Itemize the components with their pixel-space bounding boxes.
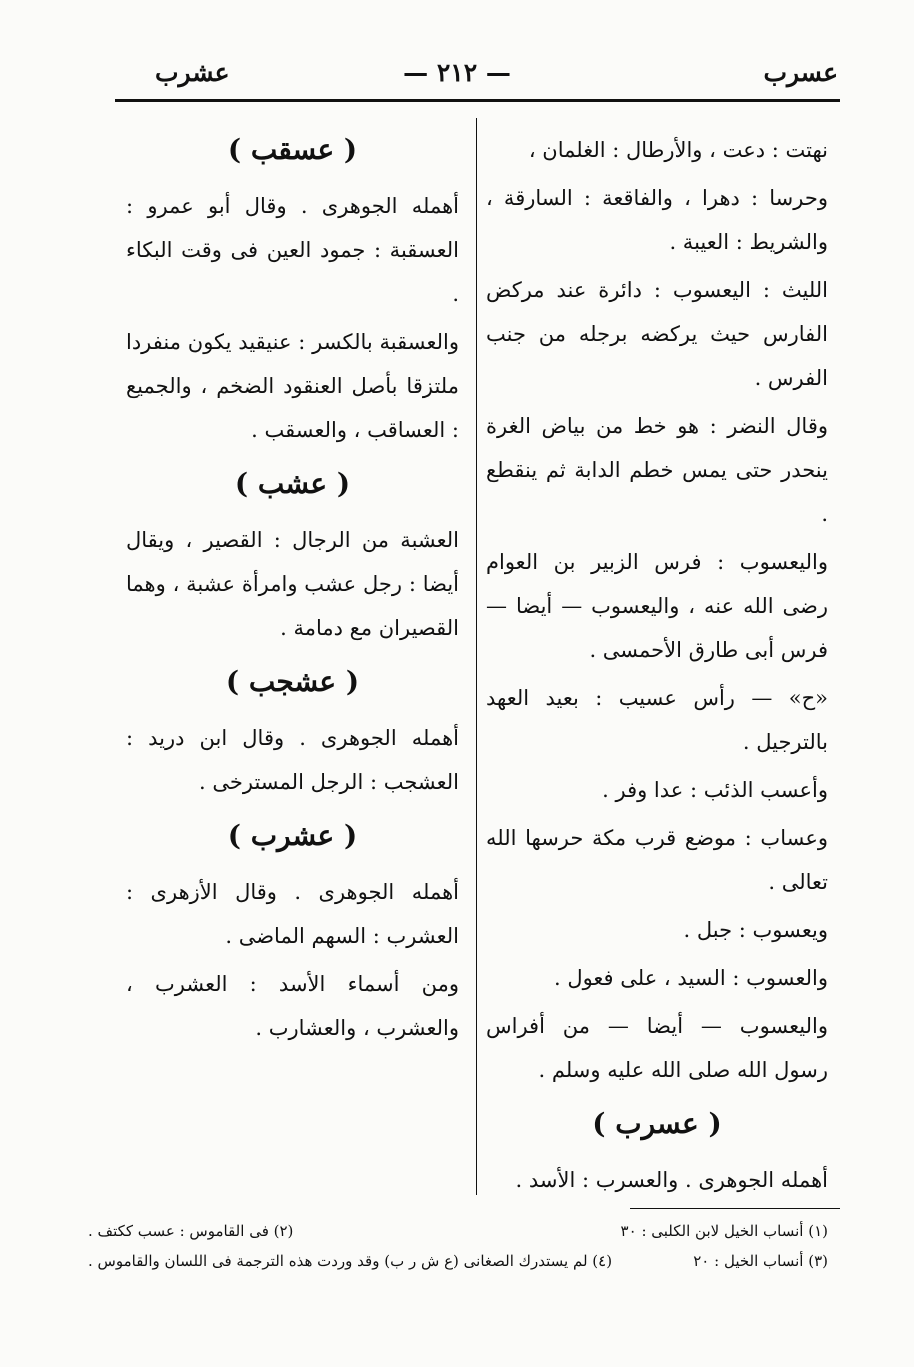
footnote-1: (١) أنساب الخيل لابن الكلبى : ٣٠ bbox=[620, 1222, 828, 1240]
paragraph: وأعسب الذئب : عدا وفر . bbox=[602, 778, 828, 802]
paragraph: العشبة من الرجال : القصير ، ويقال أيضا : رجل عشب وامرأة عشبة ، وهما القصيران مع دمامة . bbox=[126, 528, 459, 640]
header-left-word: عشرب bbox=[155, 58, 230, 87]
footnote-rule bbox=[630, 1208, 840, 1209]
footnote-4: (٤) لم يستدرك الصغانى (ع ش ر ب) وقد وردت هذه الترجمة فى اللسان والقاموس . bbox=[88, 1252, 613, 1270]
footnote-2: (٢) فى القاموس : عسب ككتف . bbox=[88, 1222, 294, 1240]
column-divider bbox=[476, 118, 477, 1195]
paragraph: نهتت : دعت ، والأرطال : الغلمان ، bbox=[528, 138, 828, 162]
paragraph: أهمله الجوهرى . وقال الأزهرى : العشرب : السهم الماضى . bbox=[126, 880, 459, 948]
entry-title: ( عشجب ) bbox=[225, 665, 360, 698]
paragraph: أهمله الجوهرى . وقال ابن دريد : العشجب : الرجل المسترخى . bbox=[126, 726, 459, 794]
paragraph: الليث : اليعسوب : دائرة عند مركض الفارس حيث يركضه برجله من جنب الفرس . bbox=[486, 278, 828, 390]
paragraph: «ح» — رأس عسيب : بعيد العهد بالترجيل . bbox=[486, 686, 828, 754]
entry-title: ( عشب ) bbox=[234, 467, 351, 500]
header-rule bbox=[115, 99, 840, 102]
paragraph: وعساب : موضع قرب مكة حرسها الله تعالى . bbox=[486, 826, 828, 894]
paragraph: والعسقبة بالكسر : عنيقيد يكون منفردا ملتزقا بأصل العنقود الضخم ، والجميع : العساقب ، والعسقب . bbox=[126, 330, 459, 442]
header-right-word: عسرب bbox=[763, 58, 838, 87]
paragraph: أهمله الجوهرى . وقال أبو عمرو : العسقبة : جمود العين فى وقت البكاء . bbox=[126, 194, 459, 306]
paragraph: واليعسوب : فرس الزبير بن العوام رضى الله عنه ، واليعسوب — أيضا — فرس أبى طارق الأحمسى . bbox=[486, 550, 828, 662]
paragraph: ومن أسماء الأسد : العشرب ، والعشرب ، والعشارب . bbox=[126, 972, 459, 1040]
footnote-3: (٣) أنساب الخيل : ٢٠ bbox=[693, 1252, 828, 1270]
footnote-line bbox=[88, 1248, 828, 1274]
paragraph: والعسوب : السيد ، على فعول . bbox=[553, 966, 828, 990]
page-number: — ٢١٢ — bbox=[403, 58, 511, 87]
paragraph: واليعسوب — أيضا — من أفراس رسول الله صلى الله عليه وسلم . bbox=[486, 1014, 828, 1082]
footnote-line bbox=[88, 1218, 828, 1244]
entry-title: ( عشرب ) bbox=[227, 819, 358, 852]
entry-title: ( عسقب ) bbox=[227, 133, 358, 166]
paragraph: ويعسوب : جبل . bbox=[683, 918, 828, 942]
entry-title: ( عسرب ) bbox=[592, 1107, 722, 1140]
paragraph: وحرسا : دهرا ، والفاقعة : السارقة ، والشريط : العيبة . bbox=[486, 186, 828, 254]
paragraph: أهمله الجوهرى . والعسرب : الأسد . bbox=[515, 1168, 828, 1192]
paragraph: وقال النضر : هو خط من بياض الغرة ينحدر حتى يمس خطم الدابة ثم ينقطع . bbox=[486, 414, 828, 526]
left-column bbox=[126, 128, 459, 1054]
right-column bbox=[486, 128, 828, 1206]
